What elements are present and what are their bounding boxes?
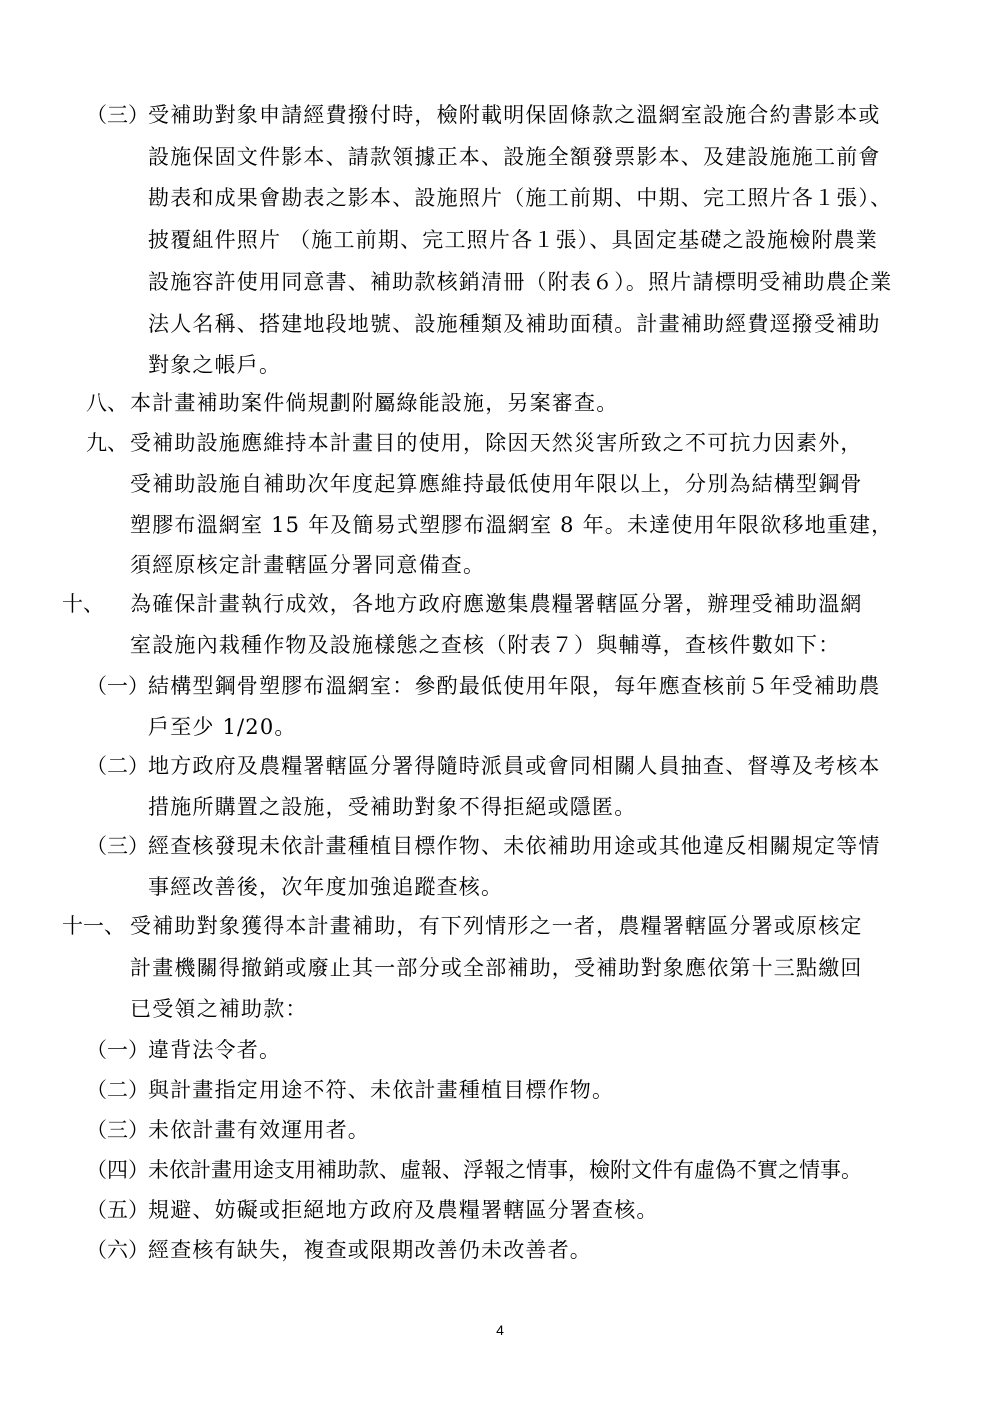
item-marker: 十一、 [62,914,125,938]
text-line: 本計畫補助案件倘規劃附屬綠能設施，另案審查。 [130,391,619,415]
text-line: 披覆組件照片 （施工前期、完工照片各１張）、具固定基礎之設施檢附農業 [148,228,878,252]
subitem-marker: （三） [86,834,149,858]
text-line: 與計畫指定用途不符、未依計畫種植目標作物。 [148,1078,615,1102]
item-marker: 九、 [86,431,128,455]
text-line: 受補助對象獲得本計畫補助，有下列情形之一者，農糧署轄區分署或原核定 [130,914,863,938]
text-line: 已受領之補助款： [130,997,308,1021]
subitem-marker: （三） [86,1118,149,1142]
page-number: 4 [496,1322,504,1338]
text-line: 勘表和成果會勘表之影本、設施照片（施工前期、中期、完工照片各１張）、 [148,186,893,210]
text-line: 地方政府及農糧署轄區分署得隨時派員或會同相關人員抽查、督導及考核本 [148,754,881,778]
subitem-marker: （二） [86,754,149,778]
text-line: 措施所購置之設施，受補助對象不得拒絕或隱匿。 [148,795,637,819]
text-line: 受補助設施應維持本計畫目的使用，除因天然災害所致之不可抗力因素外， [130,431,863,455]
subitem-marker: （一） [86,674,149,698]
text-line: 經查核有缺失，複查或限期改善仍未改善者。 [148,1238,592,1262]
text-line: 未依計畫有效運用者。 [148,1118,370,1142]
text-line: 法人名稱、搭建地段地號、設施種類及補助面積。計畫補助經費逕撥受補助 [148,312,881,336]
text-line: 違背法令者。 [148,1038,282,1062]
text-line: 塑膠布溫網室 15 年及簡易式塑膠布溫網室 8 年。未達使用年限欲移地重建， [130,513,894,537]
item-marker: （三） [86,103,149,127]
text-line: 經查核發現未依計畫種植目標作物、未依補助用途或其他違反相關規定等情 [148,834,881,858]
text-line: 為確保計畫執行成效，各地方政府應邀集農糧署轄區分署，辦理受補助溫網 [130,592,863,616]
text-line: 戶至少 1/20。 [148,715,297,739]
text-line: 受補助對象申請經費撥付時，檢附載明保固條款之溫網室設施合約書影本或 [148,103,881,127]
text-line: 受補助設施自補助次年度起算應維持最低使用年限以上，分別為結構型鋼骨 [130,472,863,496]
text-line: 計畫機關得撤銷或廢止其一部分或全部補助，受補助對象應依第十三點繳回 [130,956,863,980]
text-line: 室設施內栽種作物及設施樣態之查核（附表７）與輔導，查核件數如下： [130,633,841,657]
subitem-marker: （四） [86,1158,149,1182]
item-marker: 八、 [86,391,128,415]
subitem-marker: （六） [86,1238,149,1262]
text-line: 對象之帳戶。 [148,353,282,377]
text-line: 事經改善後，次年度加強追蹤查核。 [148,875,504,899]
subitem-marker: （五） [86,1198,149,1222]
text-line: 規避、妨礙或拒絕地方政府及農糧署轄區分署查核。 [148,1198,659,1222]
text-line: 結構型鋼骨塑膠布溫網室：參酌最低使用年限，每年應查核前５年受補助農 [148,674,881,698]
text-line: 未依計畫用途支用補助款、虛報、浮報之情事，檢附文件有虛偽不實之情事。 [148,1158,862,1182]
item-marker: 十、 [62,592,104,616]
text-line: 設施保固文件影本、請款領據正本、設施全額發票影本、及建設施施工前會 [148,145,881,169]
text-line: 須經原核定計畫轄區分署同意備查。 [130,553,486,577]
subitem-marker: （一） [86,1038,149,1062]
text-line: 設施容許使用同意書、補助款核銷清冊（附表６）。照片請標明受補助農企業 [148,270,893,294]
subitem-marker: （二） [86,1078,149,1102]
